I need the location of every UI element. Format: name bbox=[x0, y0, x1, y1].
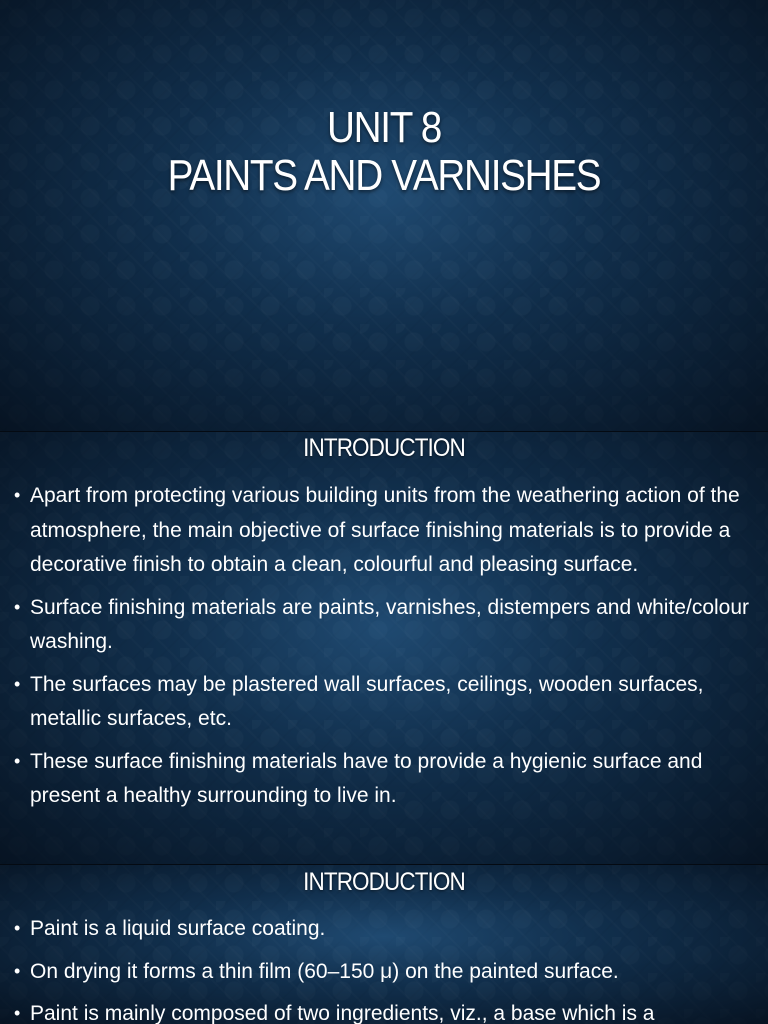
bullet-item: • These surface finishing materials have to provide a hygienic surface and present a healthy surrounding to live in. bbox=[14, 745, 754, 814]
bullet-item: • On drying it forms a thin film (60–150 μ) on the painted surface. bbox=[14, 955, 754, 990]
slide-title-text bbox=[0, 104, 768, 200]
bullet-item: • Paint is a liquid surface coating. bbox=[14, 912, 754, 947]
bullet-item: • The surfaces may be plastered wall surfaces, ceilings, wooden surfaces, metallic surfaces, etc. bbox=[14, 668, 754, 737]
title-line-unit: UNIT 8 bbox=[326, 103, 442, 152]
bullet-item: • Surface finishing materials are paints, varnishes, distempers and white/colour washing. bbox=[14, 591, 754, 660]
bullet-item: • Apart from protecting various building units from the weathering action of the atmosphere, the main objective of surface finishing materials is to provide a decorative finish to obtain a clean, colourful and pleasing surface. bbox=[14, 479, 754, 583]
bullet-list bbox=[14, 479, 754, 822]
slide-heading: INTRODUCTION bbox=[303, 434, 465, 462]
title-line-topic: PAINTS AND VARNISHES bbox=[167, 151, 601, 200]
slide-introduction-2[interactable] bbox=[0, 865, 768, 1024]
slide-heading: INTRODUCTION bbox=[303, 868, 465, 896]
slide-introduction-1[interactable] bbox=[0, 432, 768, 865]
slide-title[interactable] bbox=[0, 0, 768, 432]
bullet-item: • Paint is mainly composed of two ingredients, viz., a base which is a bbox=[14, 997, 754, 1024]
bullet-list bbox=[14, 912, 754, 1024]
